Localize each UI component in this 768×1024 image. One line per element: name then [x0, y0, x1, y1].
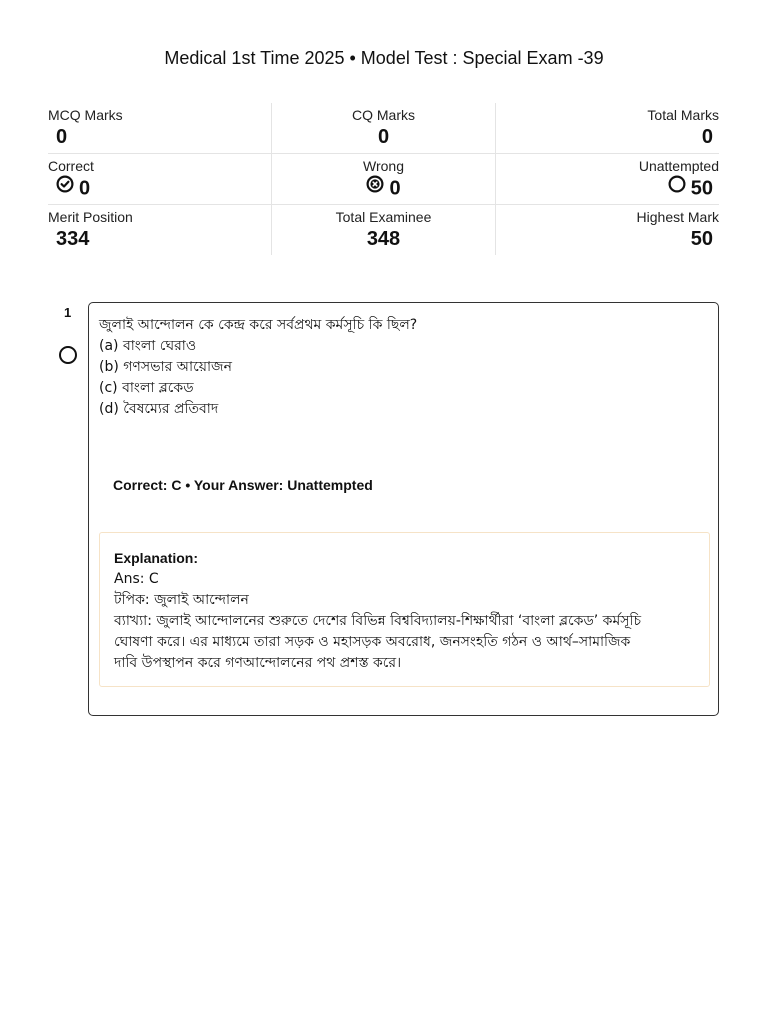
- unattempted-value-wrap: [496, 177, 719, 201]
- wrong-value-wrap: [272, 177, 495, 201]
- score-summary: [48, 103, 719, 255]
- ranking-row: [48, 205, 719, 255]
- total-examinee-label: Total Examinee: [335, 209, 432, 225]
- cq-marks-stat: [271, 103, 496, 153]
- check-circle-icon: [56, 175, 74, 199]
- explanation-text-line: ঘোষণা করে। এর মাধ্যমে তারা সড়ক ও মহাসড়ক অবরোধ, জনসংহতি গঠন ও আর্থ–সামাজিক: [114, 634, 631, 650]
- unattempted-value: 50: [690, 177, 713, 200]
- answers-row: [48, 154, 719, 205]
- explanation-answer: Ans: C: [114, 571, 159, 587]
- merit-position-label: Merit Position: [48, 209, 133, 225]
- wrong-label: Wrong: [363, 158, 404, 174]
- highest-mark-value: 50: [690, 228, 713, 250]
- highest-mark-label: Highest Mark: [636, 209, 719, 225]
- wrong-stat: [271, 154, 496, 204]
- total-examinee-stat: [271, 205, 496, 255]
- marks-row: [48, 103, 719, 154]
- mcq-marks-value: 0: [56, 126, 68, 148]
- mcq-marks-label: MCQ Marks: [48, 107, 123, 123]
- page-title: Medical 1st Time 2025 • Model Test : Special Exam -39: [164, 48, 604, 68]
- explanation-title: Explanation:: [114, 550, 199, 566]
- explanation-text-line: ব্যাখ্যা: জুলাই আন্দোলনের শুরুতে দেশের বিভিন্ন বিশ্ববিদ্যালয়-শিক্ষার্থীরা ‘বাংলা ব্লকেড’ কর্মসূচি: [114, 613, 642, 629]
- option-b: (b) গণসভার আয়োজন: [99, 359, 232, 375]
- question-card: [88, 302, 719, 716]
- correct-label: Correct: [48, 158, 94, 174]
- mcq-marks-stat: [48, 103, 271, 153]
- question-radio-icon[interactable]: [59, 346, 77, 364]
- unattempted-label: Unattempted: [638, 158, 719, 174]
- wrong-value: 0: [389, 177, 401, 200]
- cq-marks-label: CQ Marks: [352, 107, 415, 123]
- option-c: (c) বাংলা ব্লকেড: [99, 380, 194, 396]
- total-marks-label: Total Marks: [647, 107, 719, 123]
- explanation-box: [99, 532, 710, 687]
- x-circle-icon: [366, 175, 384, 199]
- correct-value: 0: [79, 177, 91, 200]
- question-number: 1: [64, 305, 72, 320]
- option-d: (d) বৈষম্যের প্রতিবাদ: [99, 401, 219, 417]
- unattempted-stat: [496, 154, 719, 204]
- explanation-text-line: দাবি উপস্থাপন করে গণআন্দোলনের পথ প্রশস্ত করে।: [114, 655, 402, 671]
- merit-position-stat: [48, 205, 271, 255]
- answer-result: Correct: C • Your Answer: Unattempted: [113, 477, 373, 493]
- cq-marks-value: 0: [377, 126, 390, 148]
- merit-position-value: 334: [56, 228, 90, 250]
- empty-circle-icon: [668, 175, 686, 199]
- total-marks-value: 0: [701, 126, 713, 148]
- correct-stat: [48, 154, 271, 204]
- highest-mark-stat: [496, 205, 719, 255]
- total-examinee-value: 348: [366, 228, 401, 250]
- option-a: (a) বাংলা ঘেরাও: [99, 338, 197, 354]
- explanation-topic: টপিক: জুলাই আন্দোলন: [114, 592, 249, 608]
- question-text: জুলাই আন্দোলন কে কেন্দ্র করে সর্বপ্রথম কর্মসূচি কি ছিল?: [99, 317, 418, 333]
- correct-value-wrap: [48, 177, 271, 201]
- total-marks-stat: [496, 103, 719, 153]
